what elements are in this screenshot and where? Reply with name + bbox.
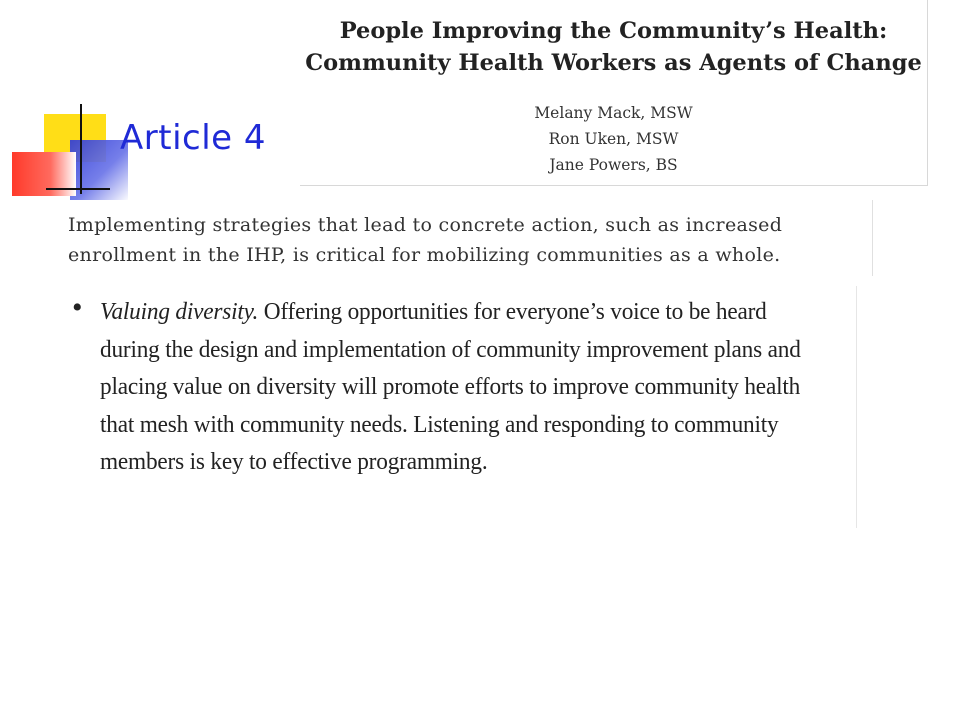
bullet-icon: • (72, 291, 83, 324)
article-header-clipping (300, 0, 928, 186)
slide-title: Article 4 (120, 118, 267, 158)
quote-clipping (62, 200, 873, 276)
vertical-line-decoration (80, 104, 82, 194)
bullet-clipping (64, 286, 857, 528)
article-title-line-1: People Improving the Community’s Health: (339, 18, 888, 44)
bullet-lead-text: Valuing diversity. (100, 299, 259, 325)
author-3: Jane Powers, BS (549, 156, 678, 174)
article-title-line-2: Community Health Workers as Agents of Change (305, 50, 922, 76)
horizontal-line-decoration (46, 188, 110, 190)
quote-text: Implementing strategies that lead to concrete action, such as increased enrollment in the IHP, is critical for mobilizing communities as a whole. (68, 214, 783, 266)
bullet-paragraph (100, 294, 822, 482)
bullet-body-text: Offering opportunities for everyone’s voice to be heard during the design and implementation of community improvement plans and placing value on diversity will promote efforts to improve community health that mesh with community needs. Listening and responding to community members is key to effective programming. (100, 299, 801, 475)
author-2: Ron Uken, MSW (548, 130, 679, 148)
author-1: Melany Mack, MSW (534, 104, 693, 122)
